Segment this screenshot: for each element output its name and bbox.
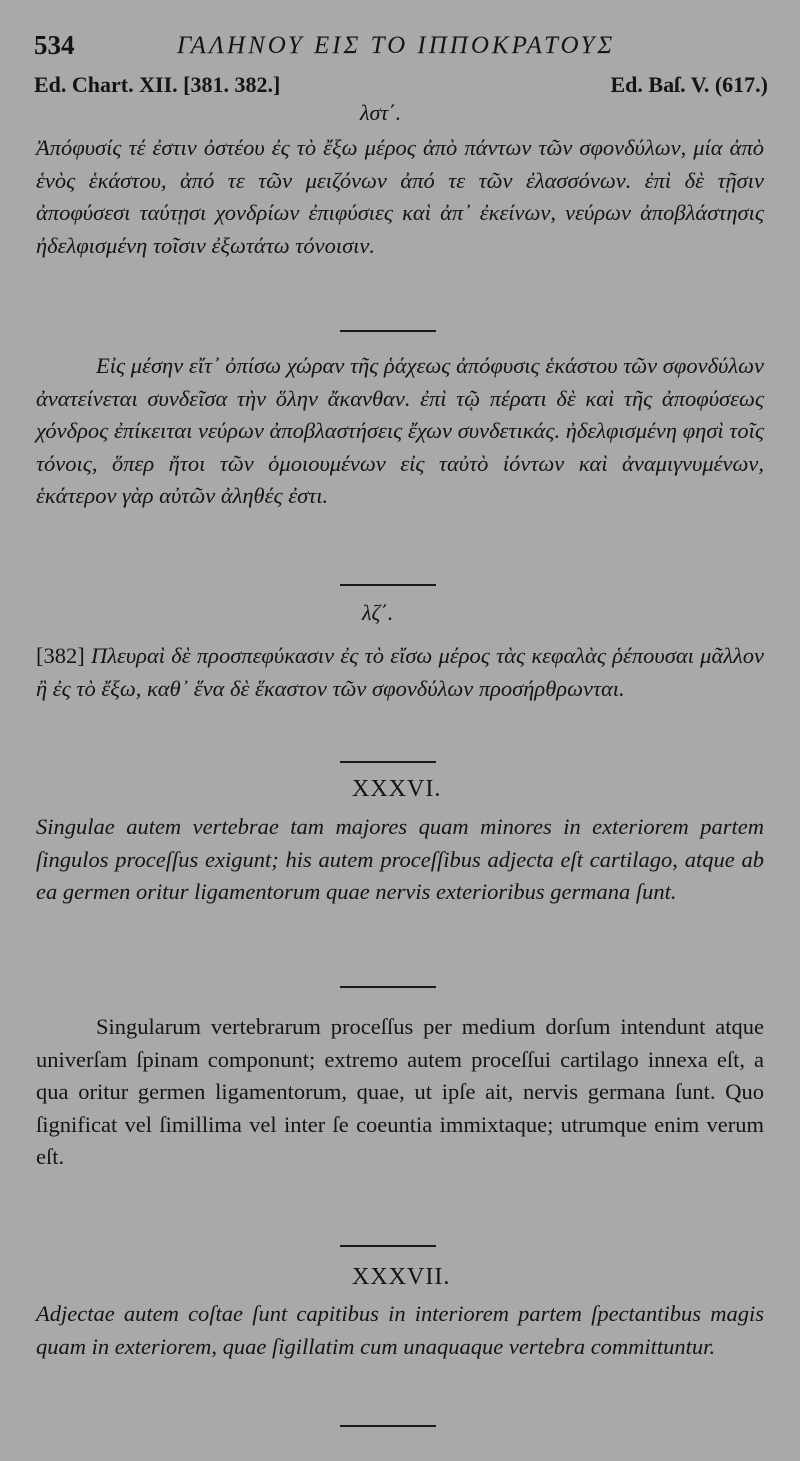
section-divider [340, 584, 436, 586]
greek-text-37 [36, 640, 764, 705]
greek-section-number-36: λστ΄. [360, 100, 402, 125]
section-divider [340, 1425, 436, 1427]
page-marker: [382] [36, 643, 85, 668]
edition-reference-row [34, 72, 768, 102]
latin-text-37: Adjectae autem coſtae ſunt capitibus in interiorem partem ſpectantibus magis quam in exteriorem, quae ſigillatim cum unaquaque vertebra committuntur. [36, 1301, 764, 1359]
page-number: 534 [34, 30, 75, 60]
latin-section-number-37: XXXVII. [352, 1264, 451, 1290]
greek-commentary-36: Εἰς μέσην εἴτ᾽ ὀπίσω χώραν τῆς ῥάχεως ἀπόφυσις ἑκάστου τῶν σφονδύλων ἀνατείνεται συνδεῖσα τὴν ὅλην ἄκανθαν. ἐπὶ τῷ πέρατι δὲ καὶ τῆς ἀποφύσεως χόνδρος ἐπίκειται νεύρων ἀποβλαστήσεις ἔχων συνδετικάς. ἠδελφισμένη φησὶ τοῖς τόνοις, ὅπερ ἤτοι τῶν ὁμοιουμένων εἰς ταὐτὸ ἰόντων καὶ ἀναμιγνυμένων, ἑκάτερον γὰρ αὐτῶν ἀληθές ἐστι. [36, 353, 764, 508]
latin-text-36: Singulae autem vertebrae tam majores quam minores in exteriorem partem ſingulos proceſſus exigunt; his autem proceſſibus adjecta eſt cartilago, atque ab ea germen oritur ligamentorum quae nervis exterioribus germana ſunt. [36, 814, 764, 904]
running-header [32, 30, 766, 66]
greek-section-number-37: λζ΄. [362, 600, 394, 625]
greek-text-37-body: Πλευραὶ δὲ προσπεφύκασιν ἐς τὸ εἴσω μέρος τὰς κεφαλὰς ῥέπουσαι μᾶλλον ἢ ἐς τὸ ἔξω, καθ᾽ ἕνα δὲ ἕκαστον τῶν σφονδύλων προσήρθρωνται. [36, 643, 764, 701]
edition-reference-right: Ed. Baſ. V. (617.) [610, 72, 768, 97]
edition-reference-left: Ed. Chart. XII. [381. 382.] [34, 72, 281, 97]
latin-section-number-36: XXXVI. [352, 776, 442, 802]
section-divider [340, 761, 436, 763]
latin-commentary-36: Singularum vertebrarum proceſſus per medium dorſum intendunt atque univerſam ſpinam componunt; extremo autem proceſſui cartilago innexa eſt, a qua oritur germen ligamentorum, quae, ut ipſe ait, nervis germana ſunt. Quo ſignificat vel ſimillima vel inter ſe coeuntia immixtaque; utrumque enim verum eſt. [36, 1014, 764, 1169]
greek-text-36: Ἀπόφυσίς τέ ἐστιν ὀστέου ἐς τὸ ἔξω μέρος ἀπὸ πάντων τῶν σφονδύλων, μία ἀπὸ ἑνὸς ἑκάστου, ἀπό τε τῶν μειζόνων ἀπό τε τῶν ἐλασσόνων. ἐπὶ δὲ τῇσιν ἀποφύσεσι ταύτῃσι χονδρίων ἐπιφύσιες καὶ ἀπ᾽ ἐκείνων, νεύρων ἀποβλάστησις ἠδελφισμένη τοῖσιν ἐξωτάτω τόνοισιν. [36, 135, 764, 258]
running-title: ΓΑΛΗΝΟΥ ΕΙΣ ΤΟ ΙΠΠΟΚΡΑΤΟΥΣ [177, 32, 616, 59]
section-divider [340, 986, 436, 988]
section-divider [340, 1245, 436, 1247]
section-divider [340, 330, 436, 332]
